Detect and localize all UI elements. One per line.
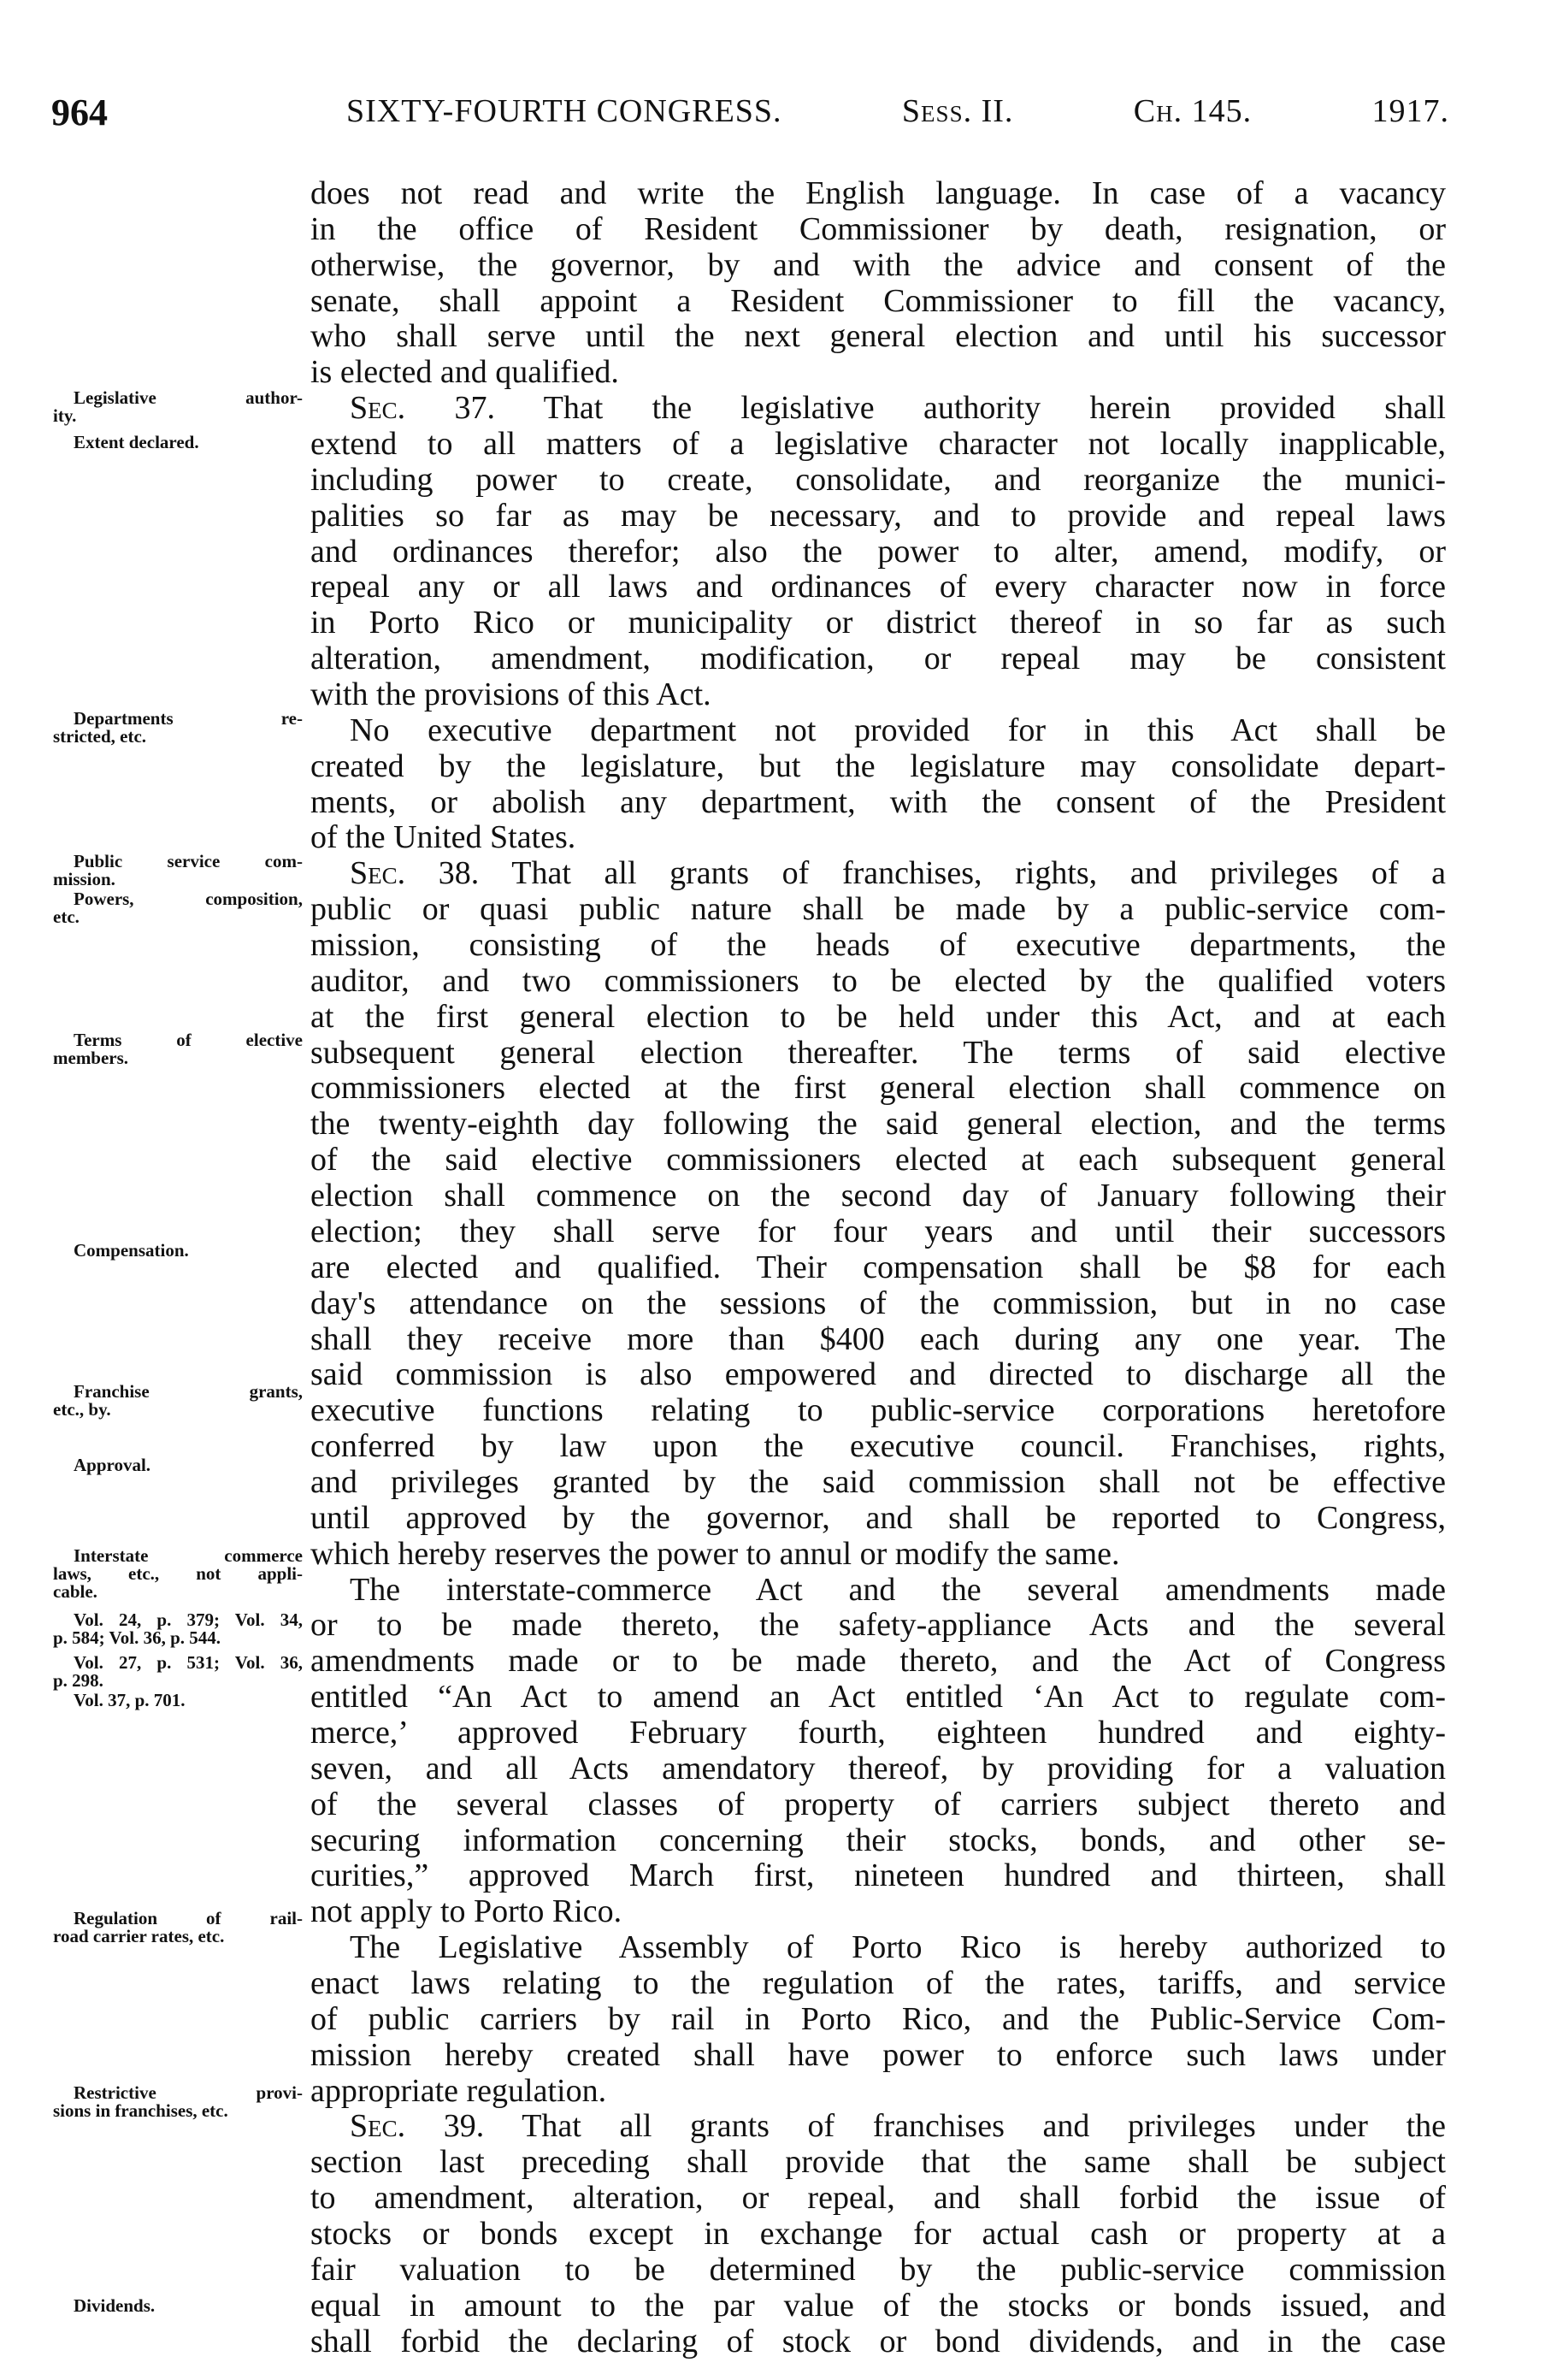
text-line: shall forbid the declaring of stock or bond dividends, and in the case xyxy=(310,2323,1446,2359)
text-line: otherwise, the governor, by and with the advice and consent of the xyxy=(310,246,1446,283)
text-line: fair valuation to be determined by the public-service commission xyxy=(310,2251,1446,2288)
text-line: repeal any or all laws and ordinances of every character now in force xyxy=(310,569,1446,605)
margin-note-line: Interstate commerce xyxy=(74,1545,303,1566)
margin-note xyxy=(53,2297,303,2315)
margin-note-line: members. xyxy=(53,1048,129,1068)
margin-note xyxy=(53,1456,303,1474)
text-line: of the several classes of property of carriers subject thereto and xyxy=(310,1786,1446,1822)
text-line: merce,’ approved February fourth, eighteen hundred and eighty- xyxy=(310,1714,1446,1751)
text-line: curities,” approved March first, nineteen hundred and thirteen, shall xyxy=(310,1857,1446,1894)
margin-note-line: Terms of elective xyxy=(74,1030,303,1050)
margin-note xyxy=(53,853,303,889)
margin-note xyxy=(53,1692,303,1710)
text-line: and privileges granted by the said commission shall not be effective xyxy=(310,1463,1446,1500)
text-line: to amendment, alteration, or repeal, and shall forbid the issue of xyxy=(310,2180,1446,2217)
text-line: with the provisions of this Act. xyxy=(310,676,711,713)
text-line: commissioners elected at the first general election shall commence on xyxy=(310,1070,1446,1107)
margin-note-line: Vol. 37, p. 701. xyxy=(74,1690,186,1710)
margin-note-line: mission. xyxy=(53,869,115,889)
body-text xyxy=(310,176,1446,2359)
margin-note xyxy=(53,1031,303,1067)
text-line: the twenty-eighth day following the said general election, and the terms xyxy=(310,1106,1446,1143)
text-line: mission, consisting of the heads of executive departments, the xyxy=(310,927,1446,964)
text-line: of the United States. xyxy=(310,819,576,856)
header-year: 1917. xyxy=(1371,93,1449,129)
text-line: shall they receive more than $400 each during any one year. The xyxy=(310,1320,1446,1357)
text-line: or to be made thereto, the safety-appliance Acts and the several xyxy=(310,1607,1446,1644)
text-line: which hereby reserves the power to annul or modify the same. xyxy=(310,1535,1120,1572)
text-line: appropriate regulation. xyxy=(310,2072,607,2109)
text-line: alteration, amendment, modification, or repeal may be consistent xyxy=(310,641,1446,677)
text-line: election shall commence on the second day of January following their xyxy=(310,1178,1446,1214)
margin-note xyxy=(53,1242,303,1260)
margin-note-line: Franchise grants, xyxy=(74,1381,303,1402)
margin-note xyxy=(53,1383,303,1419)
text-line: of the said elective commissioners elected at each subsequent general xyxy=(310,1142,1446,1178)
text-line: conferred by law upon the executive council. Franchises, rights, xyxy=(310,1428,1446,1465)
margin-note-line: laws, etc., not appli- xyxy=(53,1563,303,1584)
header-session: Sess. II. xyxy=(901,93,1014,129)
text-line: entitled “An Act to amend an Act entitled ‘An Act to regulate com- xyxy=(310,1679,1446,1716)
margin-note-line: Departments re- xyxy=(74,708,303,729)
margin-note-line: Dividends. xyxy=(74,2295,156,2316)
margin-note xyxy=(53,1547,303,1601)
margin-note xyxy=(53,890,303,926)
margin-note xyxy=(53,1910,303,1946)
text-line: auditor, and two commissioners to be elected by the qualified voters xyxy=(310,962,1446,999)
text-line: mission hereby created shall have power to enforce such laws under xyxy=(310,2036,1446,2073)
margin-note-line: p. 298. xyxy=(53,1670,103,1691)
margin-note-line: ity. xyxy=(53,405,77,426)
margin-note-line: Powers, composition, xyxy=(74,889,303,909)
margin-note xyxy=(53,2084,303,2120)
text-line: The Legislative Assembly of Porto Rico is hereby authorized to xyxy=(350,1929,1446,1966)
text-line: amendments made or to be made thereto, and the Act of Congress xyxy=(310,1643,1446,1680)
text-line: not apply to Porto Rico. xyxy=(310,1893,622,1930)
text-line: Sec. 39. That all grants of franchises and privileges under the xyxy=(350,2108,1446,2145)
margin-note-line: sions in franchises, etc. xyxy=(53,2100,228,2121)
margin-note xyxy=(53,389,303,425)
running-header xyxy=(346,92,1449,130)
margin-note-line: Restrictive provi- xyxy=(74,2082,303,2103)
text-line: ments, or abolish any department, with the consent of the President xyxy=(310,783,1446,820)
text-line: who shall serve until the next general election and until his successor xyxy=(310,318,1446,355)
margin-note-line: Approval. xyxy=(74,1455,151,1475)
text-line: created by the legislature, but the legislature may consolidate depart- xyxy=(310,747,1446,784)
text-line: section last preceding shall provide that the same shall be subject xyxy=(310,2144,1446,2181)
text-line: Sec. 38. That all grants of franchises, rights, and privileges of a xyxy=(350,855,1446,892)
header-chapter: Ch. 145. xyxy=(1133,93,1253,129)
margin-note-line: Public service com- xyxy=(74,851,303,871)
margin-note-line: Extent declared. xyxy=(74,432,199,452)
margin-note xyxy=(53,434,303,452)
text-line: subsequent general election thereafter. The terms of said elective xyxy=(310,1034,1446,1071)
margin-note-line: Vol. 24, p. 379; Vol. 34, xyxy=(74,1609,303,1630)
text-line: of public carriers by rail in Porto Rico, and the Public-Service Com- xyxy=(310,2000,1446,2037)
text-line: day's attendance on the sessions of the commission, but in no case xyxy=(310,1284,1446,1321)
text-line: extend to all matters of a legislative character not locally inapplicable, xyxy=(310,426,1446,463)
text-line: in Porto Rico or municipality or district thereof in so far as such xyxy=(310,605,1446,641)
text-line: seven, and all Acts amendatory thereof, by providing for a valuation xyxy=(310,1750,1446,1786)
margin-note-line: Regulation of rail- xyxy=(74,1908,303,1928)
text-line: are elected and qualified. Their compensation shall be $8 for each xyxy=(310,1249,1446,1285)
text-line: public or quasi public nature shall be made by a public-service com- xyxy=(310,891,1446,928)
text-line: is elected and qualified. xyxy=(310,354,619,391)
text-line: palities so far as may be necessary, and to provide and repeal laws xyxy=(310,497,1446,534)
text-line: The interstate-commerce Act and the several amendments made xyxy=(350,1571,1446,1608)
text-line: stocks or bonds except in exchange for actual cash or property at a xyxy=(310,2215,1446,2252)
text-line: said commission is also empowered and directed to discharge all the xyxy=(310,1356,1446,1393)
text-line: including power to create, consolidate, and reorganize the munici- xyxy=(310,461,1446,498)
margin-note-line: stricted, etc. xyxy=(53,726,147,747)
margin-note-line: cable. xyxy=(53,1581,97,1602)
text-line: executive functions relating to public-service corporations heretofore xyxy=(310,1392,1446,1429)
text-line: at the first general election to be held under this Act, and at each xyxy=(310,998,1446,1035)
text-line: senate, shall appoint a Resident Commissioner to fill the vacancy, xyxy=(310,282,1446,319)
margin-note xyxy=(53,710,303,746)
margin-note-line: Vol. 27, p. 531; Vol. 36, xyxy=(74,1652,303,1673)
text-line: until approved by the governor, and shall be reported to Congress, xyxy=(310,1499,1446,1536)
margin-note-line: etc., by. xyxy=(53,1399,111,1420)
text-line: No executive department not provided for in this Act shall be xyxy=(350,712,1446,748)
text-line: election; they shall serve for four years and until their successors xyxy=(310,1213,1446,1249)
text-line: securing information concerning their stocks, bonds, and other se- xyxy=(310,1822,1446,1858)
text-line: enact laws relating to the regulation of the rates, tariffs, and service xyxy=(310,1964,1446,2001)
text-line: Sec. 37. That the legislative authority herein provided shall xyxy=(350,390,1446,427)
margin-note-line: Legislative author- xyxy=(74,387,303,408)
margin-note xyxy=(53,1654,303,1690)
header-congress: SIXTY-FOURTH CONGRESS. xyxy=(346,93,782,129)
text-line: does not read and write the English language. In case of a vacancy xyxy=(310,175,1446,211)
margin-note-line: Compensation. xyxy=(74,1240,189,1261)
text-line: and ordinances therefor; also the power to alter, amend, modify, or xyxy=(310,533,1446,570)
margin-note-line: p. 584; Vol. 36, p. 544. xyxy=(53,1627,221,1648)
text-line: in the office of Resident Commissioner by death, resignation, or xyxy=(310,210,1446,247)
margin-note-line: road carrier rates, etc. xyxy=(53,1926,225,1946)
margin-note-line: etc. xyxy=(53,907,80,927)
margin-note xyxy=(53,1611,303,1647)
page-number: 964 xyxy=(51,92,108,133)
text-line: equal in amount to the par value of the stocks or bonds issued, and xyxy=(310,2287,1446,2324)
